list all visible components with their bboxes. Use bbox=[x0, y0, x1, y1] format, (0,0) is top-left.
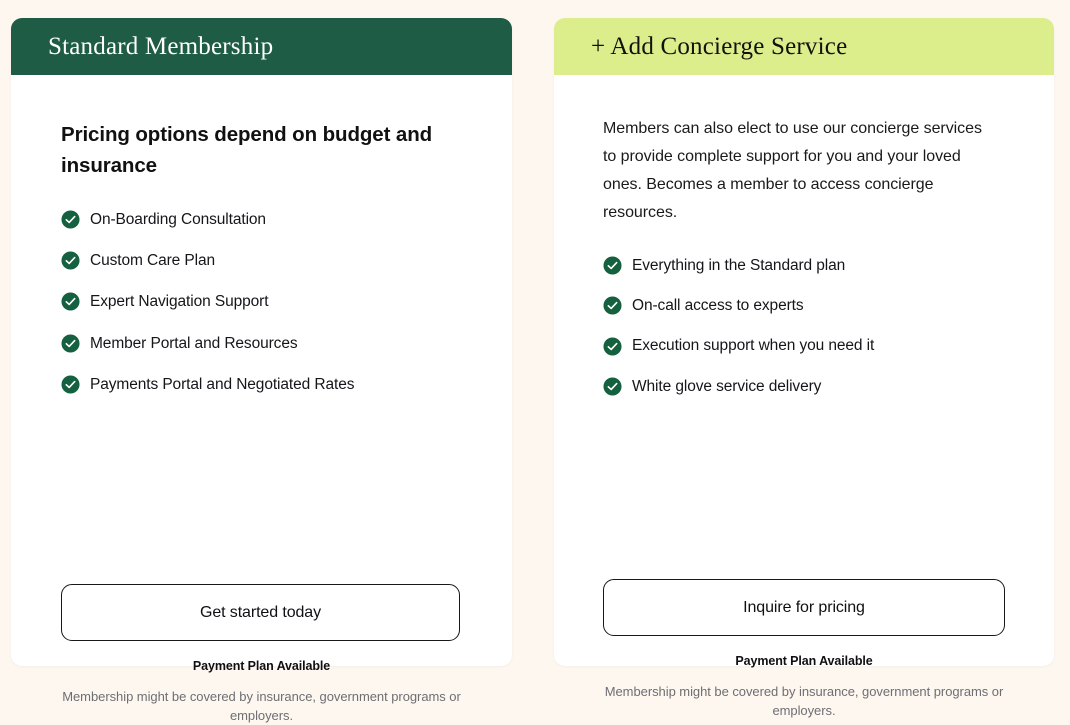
feature-label: Payments Portal and Negotiated Rates bbox=[90, 376, 355, 393]
feature-label: Member Portal and Resources bbox=[90, 334, 298, 352]
check-circle-icon bbox=[61, 292, 80, 311]
feature-label: White glove service delivery bbox=[632, 377, 822, 395]
card-body-standard bbox=[11, 120, 512, 723]
plan-heading-standard: Pricing options depend on budget and insurance bbox=[61, 123, 433, 177]
feature-label: Execution support when you need it bbox=[632, 337, 875, 355]
get-started-button[interactable]: Get started today bbox=[61, 584, 460, 641]
coverage-note: Membership might be covered by insurance, government programs or employers. bbox=[604, 684, 1004, 718]
card-body-concierge bbox=[554, 115, 1054, 718]
card-header-standard bbox=[11, 18, 512, 75]
plan-description-concierge: Members can also elect to use our concierge services to provide complete support for you and your loved ones. Becomes a member to access concierge resources. bbox=[603, 120, 982, 222]
list-item bbox=[61, 251, 472, 270]
check-circle-icon bbox=[61, 375, 80, 394]
inquire-pricing-button[interactable]: Inquire for pricing bbox=[603, 579, 1005, 636]
feature-label: Custom Care Plan bbox=[90, 251, 216, 269]
check-circle-icon bbox=[603, 377, 622, 396]
payment-plan-badge: Payment Plan Available bbox=[192, 659, 331, 673]
check-circle-icon bbox=[61, 334, 80, 353]
card-title-standard: Standard Membership bbox=[48, 33, 274, 60]
footnote-standard bbox=[11, 658, 512, 725]
check-circle-icon bbox=[603, 296, 622, 315]
coverage-note: Membership might be covered by insurance, government programs or employers. bbox=[62, 689, 461, 723]
card-title-concierge: + Add Concierge Service bbox=[591, 33, 848, 60]
footnote-concierge bbox=[554, 653, 1054, 720]
list-item bbox=[61, 210, 472, 229]
pricing-card-concierge bbox=[554, 18, 1054, 718]
check-circle-icon bbox=[603, 256, 622, 275]
feature-label: Everything in the Standard plan bbox=[632, 256, 846, 274]
list-item bbox=[61, 334, 472, 353]
list-item bbox=[603, 256, 1006, 275]
list-item bbox=[61, 292, 472, 311]
list-item bbox=[603, 296, 1006, 315]
list-item bbox=[603, 377, 1006, 396]
feature-label: On-call access to experts bbox=[632, 297, 804, 314]
pricing-card-standard bbox=[11, 18, 512, 723]
check-circle-icon bbox=[61, 251, 80, 270]
feature-list-standard bbox=[61, 210, 472, 395]
feature-label: On-Boarding Consultation bbox=[90, 210, 266, 228]
payment-plan-badge: Payment Plan Available bbox=[735, 654, 873, 668]
check-circle-icon bbox=[61, 210, 80, 229]
feature-label: Expert Navigation Support bbox=[90, 293, 269, 311]
check-circle-icon bbox=[603, 337, 622, 356]
feature-list-concierge bbox=[603, 256, 1006, 397]
list-item bbox=[61, 375, 472, 394]
list-item bbox=[603, 336, 1006, 355]
card-header-concierge bbox=[554, 18, 1054, 75]
